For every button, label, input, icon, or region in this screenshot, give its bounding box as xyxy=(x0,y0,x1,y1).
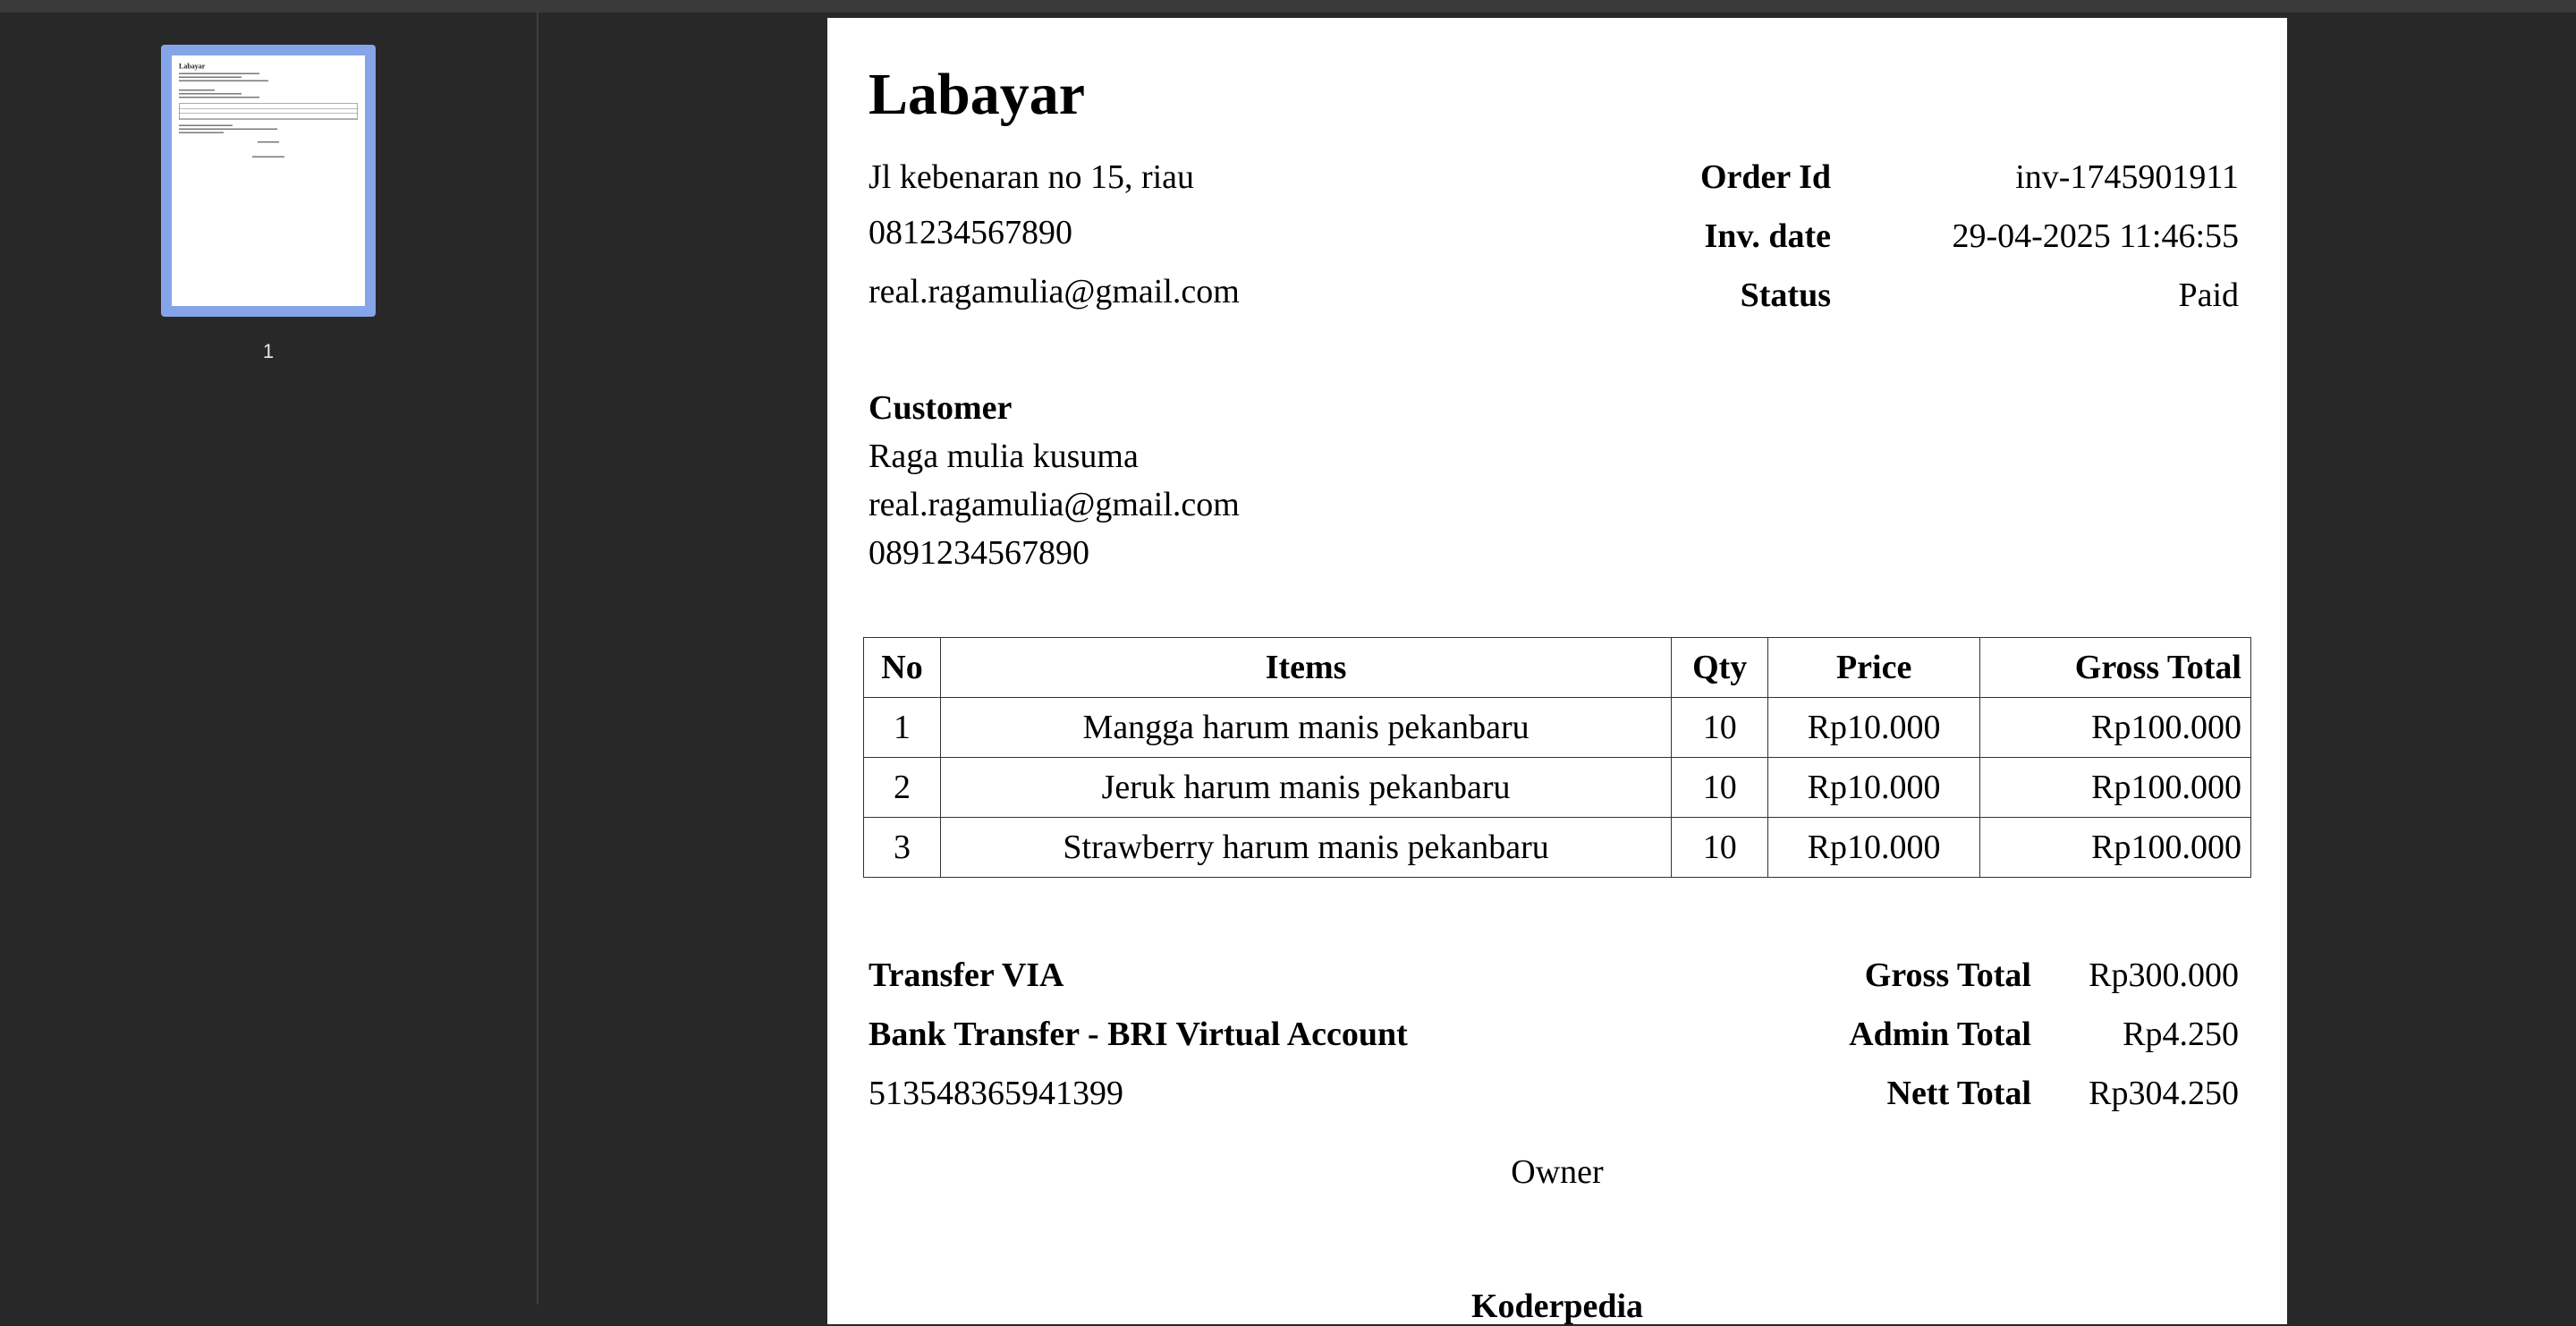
customer-email: real.ragamulia@gmail.com xyxy=(869,486,1240,523)
table-row xyxy=(864,818,2251,878)
cell-gross-total: Rp100.000 xyxy=(1980,818,2251,878)
status-value: Paid xyxy=(2178,276,2239,314)
gross-total-value: Rp300.000 xyxy=(2089,956,2239,994)
cell-qty: 10 xyxy=(1672,698,1768,758)
signature-role: Owner xyxy=(1511,1153,1604,1191)
admin-total-label: Admin Total xyxy=(1849,1016,2031,1053)
cell-item: Jeruk harum manis pekanbaru xyxy=(940,758,1671,818)
cell-gross-total: Rp100.000 xyxy=(1980,698,2251,758)
payment-account-number: 513548365941399 xyxy=(869,1075,1123,1112)
col-header-items: Items xyxy=(940,638,1671,698)
table-row xyxy=(864,698,2251,758)
payment-method: Bank Transfer - BRI Virtual Account xyxy=(869,1016,1408,1053)
table-header-row xyxy=(864,638,2251,698)
nett-total-label: Nett Total xyxy=(1886,1075,2031,1112)
col-header-no: No xyxy=(864,638,941,698)
cell-qty: 10 xyxy=(1672,818,1768,878)
col-header-gross-total: Gross Total xyxy=(1980,638,2251,698)
cell-no: 3 xyxy=(864,818,941,878)
cell-item: Mangga harum manis pekanbaru xyxy=(940,698,1671,758)
nett-total-value: Rp304.250 xyxy=(2089,1075,2239,1112)
thumbnail-mini-title: Labayar xyxy=(179,63,206,71)
order-id-label: Order Id xyxy=(1699,158,1831,196)
cell-qty: 10 xyxy=(1672,758,1768,818)
items-table xyxy=(863,637,2251,878)
invoice-page xyxy=(827,18,2287,1324)
cell-gross-total: Rp100.000 xyxy=(1980,758,2251,818)
admin-total-value: Rp4.250 xyxy=(2123,1016,2239,1053)
thumbnail-mini-content xyxy=(179,63,358,157)
shop-name: Labayar xyxy=(869,62,1086,127)
cell-price: Rp10.000 xyxy=(1768,758,1980,818)
col-header-price: Price xyxy=(1768,638,1980,698)
cell-no: 2 xyxy=(864,758,941,818)
customer-heading: Customer xyxy=(869,389,1013,427)
cell-price: Rp10.000 xyxy=(1768,818,1980,878)
invoice-date-label: Inv. date xyxy=(1704,217,1831,255)
gross-total-label: Gross Total xyxy=(1864,956,2031,994)
viewer-top-bar xyxy=(0,0,2576,13)
customer-phone: 0891234567890 xyxy=(869,534,1089,572)
cell-no: 1 xyxy=(864,698,941,758)
cell-price: Rp10.000 xyxy=(1768,698,1980,758)
document-viewer[interactable] xyxy=(538,13,2576,1325)
signature-name: Koderpedia xyxy=(1470,1288,1644,1325)
thumbnail-page-number: 1 xyxy=(262,340,275,362)
cell-item: Strawberry harum manis pekanbaru xyxy=(940,818,1671,878)
invoice-date-value: 29-04-2025 11:46:55 xyxy=(1952,217,2239,255)
shop-email: real.ragamulia@gmail.com xyxy=(869,273,1240,310)
customer-name: Raga mulia kusuma xyxy=(869,438,1139,475)
thumbnail-page-preview xyxy=(172,55,365,306)
page-thumbnail[interactable] xyxy=(161,45,376,317)
thumbnail-sidebar xyxy=(0,13,538,1305)
table-row xyxy=(864,758,2251,818)
shop-address: Jl kebenaran no 15, riau xyxy=(869,158,1195,196)
status-label: Status xyxy=(1740,276,1831,314)
shop-phone: 081234567890 xyxy=(869,214,1072,251)
order-id-value: inv-1745901911 xyxy=(2015,158,2239,196)
col-header-qty: Qty xyxy=(1672,638,1768,698)
payment-heading: Transfer VIA xyxy=(869,956,1064,994)
